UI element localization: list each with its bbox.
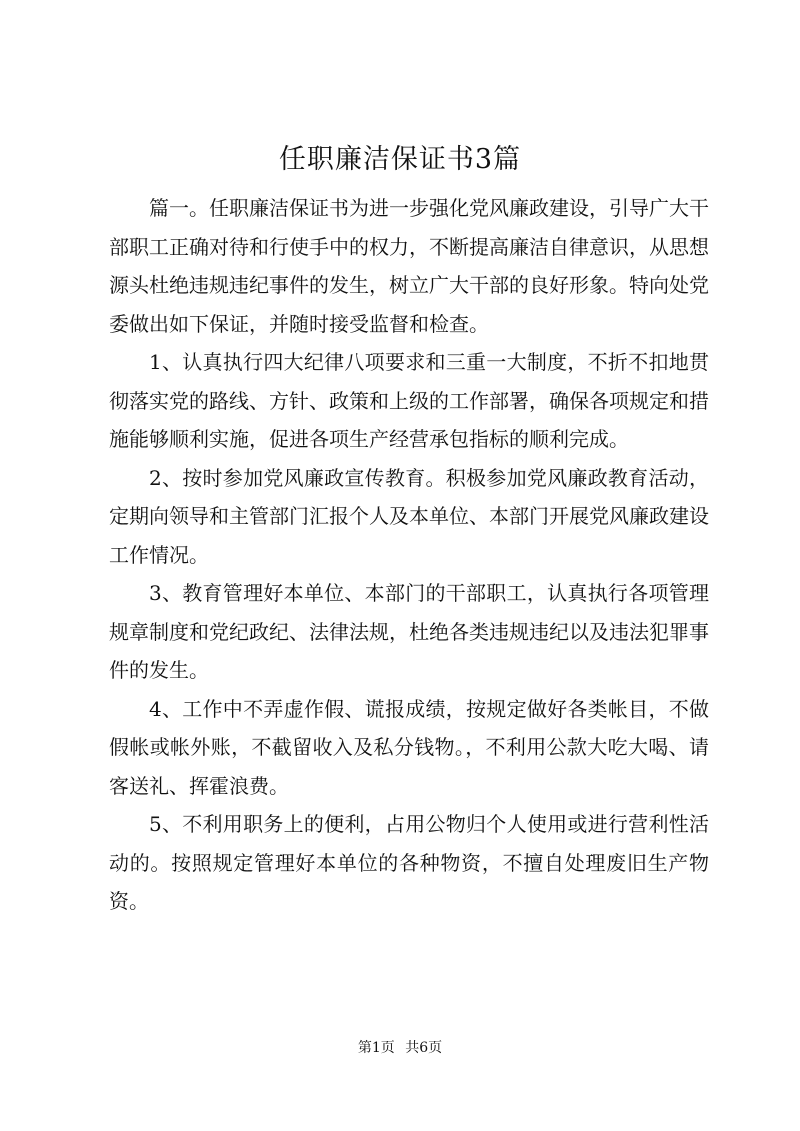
document-body <box>109 189 709 921</box>
paragraph-item-1: 1、认真执行四大纪律八项要求和三重一大制度，不折不扣地贯彻落实党的路线、方针、政策和上级的工作部署，确保各项规定和措施能够顺利实施，促进各项生产经营承包指标的顺利完成。 <box>109 350 709 451</box>
paragraph-item-5: 5、不利用职务上的便利，占用公物归个人使用或进行营利性活动的。按照规定管理好本单位的各种物资，不擅自处理废旧生产物资。 <box>109 812 709 913</box>
paragraph-item-4: 4、工作中不弄虚作假、谎报成绩，按规定做好各类帐目，不做假帐或帐外账，不截留收入及私分钱物。，不利用公款大吃大喝、请客送礼、挥霍浪费。 <box>109 696 709 798</box>
document-title: 任职廉洁保证书3篇 <box>278 144 522 175</box>
paragraph-item-3: 3、教育管理好本单位、本部门的干部职工，认真执行各项管理规章制度和党纪政纪、法律法规，杜绝各类违规违纪以及违法犯罪事件的发生。 <box>109 581 709 682</box>
page-number: 第1页 <box>357 1040 395 1056</box>
page-total: 共6页 <box>405 1040 443 1056</box>
page-footer <box>0 1038 800 1058</box>
paragraph-item-2: 2、按时参加党风廉政宣传教育。积极参加党风廉政教育活动，定期向领导和主管部门汇报个人及本单位、本部门开展党风廉政建设工作情况。 <box>109 465 709 567</box>
paragraph-intro: 篇一。任职廉洁保证书为进一步强化党风廉政建设，引导广大干部职工正确对待和行使手中的权力，不断提高廉洁自律意识，从思想源头杜绝违规违纪事件的发生，树立广大干部的良好形象。特向处党委做出如下保证，并随时接受监督和检查。 <box>109 196 709 336</box>
